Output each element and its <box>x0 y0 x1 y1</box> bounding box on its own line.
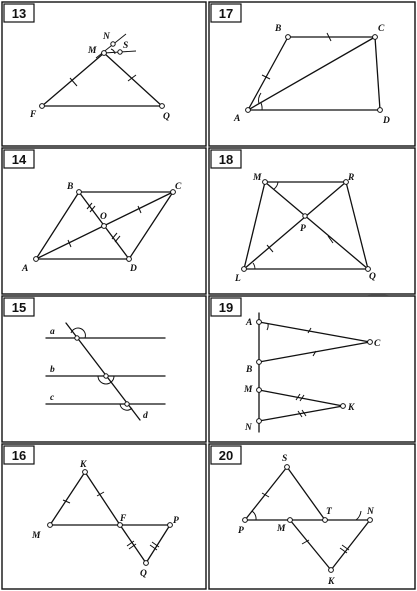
panel-frame <box>2 2 206 146</box>
point-L <box>242 267 247 272</box>
problem-15 <box>2 296 206 442</box>
point-K <box>341 404 346 409</box>
label-a: a <box>50 327 55 337</box>
point-N <box>111 42 115 46</box>
label-F: F <box>30 110 37 120</box>
problem-17 <box>209 2 415 146</box>
problem-number: 17 <box>218 6 234 21</box>
label-M: M <box>244 385 253 395</box>
label-O: O <box>100 212 107 222</box>
point-Q <box>366 267 371 272</box>
label-P: P <box>238 526 244 536</box>
label-B: B <box>67 182 74 192</box>
problem-number: 15 <box>11 300 27 315</box>
problem-18 <box>209 148 415 294</box>
problem-number: 18 <box>218 152 234 167</box>
problem-13 <box>2 2 206 146</box>
point-B <box>77 190 82 195</box>
problem-16 <box>2 444 206 589</box>
point-A <box>34 257 39 262</box>
label-D: D <box>130 264 137 274</box>
label-F: F <box>120 514 127 524</box>
point-M <box>102 51 107 56</box>
problem-number: 20 <box>218 448 234 463</box>
problem-number: 13 <box>11 6 27 21</box>
point-B <box>286 35 291 40</box>
label-A: A <box>246 318 253 328</box>
label-M: M <box>88 46 97 56</box>
label-M: M <box>253 173 262 183</box>
point-A <box>257 320 262 325</box>
point-S <box>285 465 290 470</box>
intersection-point <box>75 336 79 340</box>
point-M <box>48 523 53 528</box>
point-Q <box>160 104 165 109</box>
label-C: C <box>175 182 182 192</box>
label-D: D <box>383 116 390 126</box>
label-b: b <box>50 365 55 375</box>
point-D <box>127 257 132 262</box>
panel-frame <box>2 296 206 442</box>
point-O <box>102 224 107 229</box>
label-K: K <box>328 577 335 587</box>
label-M: M <box>32 531 41 541</box>
problem-19 <box>209 296 415 442</box>
intersection-point <box>104 374 108 378</box>
label-N: N <box>367 507 374 517</box>
point-M <box>288 518 293 523</box>
label-C: C <box>378 24 385 34</box>
point-K <box>83 470 88 475</box>
point-N <box>368 518 373 523</box>
point-C <box>368 340 373 345</box>
label-S: S <box>282 454 288 464</box>
label-K: K <box>348 403 355 413</box>
problem-number: 14 <box>11 152 27 167</box>
label-Q: Q <box>369 272 376 282</box>
label-A: A <box>22 264 29 274</box>
point-C <box>373 35 378 40</box>
problem-14 <box>2 148 206 294</box>
label-Q: Q <box>140 569 147 579</box>
panel-frame <box>209 444 415 589</box>
label-N: N <box>103 32 110 42</box>
label-c: c <box>50 393 55 403</box>
label-N: N <box>245 423 252 433</box>
label-d: d <box>143 411 148 421</box>
label-Q: Q <box>163 112 170 122</box>
intersection-point <box>125 402 129 406</box>
point-S <box>118 50 122 54</box>
problem-number: 19 <box>218 300 234 315</box>
label-S: S <box>123 41 129 51</box>
point-D <box>378 108 383 113</box>
label-K: K <box>80 460 87 470</box>
point-A <box>246 108 251 113</box>
label-C: C <box>374 339 381 349</box>
point-M <box>257 388 262 393</box>
label-P: P <box>173 516 179 526</box>
point-Q <box>144 561 149 566</box>
label-L: L <box>235 274 241 284</box>
label-A: A <box>234 114 241 124</box>
point-B <box>257 360 262 365</box>
point-P <box>303 214 307 218</box>
point-F <box>40 104 45 109</box>
label-T: T <box>326 507 332 517</box>
point-P <box>168 523 173 528</box>
label-M: M <box>277 524 286 534</box>
panel-frame <box>209 296 415 442</box>
label-B: B <box>275 24 282 34</box>
point-M <box>263 180 268 185</box>
point-T <box>323 518 328 523</box>
problem-number: 16 <box>11 448 27 463</box>
point-N <box>257 419 262 424</box>
label-R: R <box>348 173 355 183</box>
point-K <box>329 568 334 573</box>
label-B: B <box>246 365 253 375</box>
point-P <box>243 518 248 523</box>
label-P: P <box>300 224 306 234</box>
problem-20 <box>209 444 415 589</box>
